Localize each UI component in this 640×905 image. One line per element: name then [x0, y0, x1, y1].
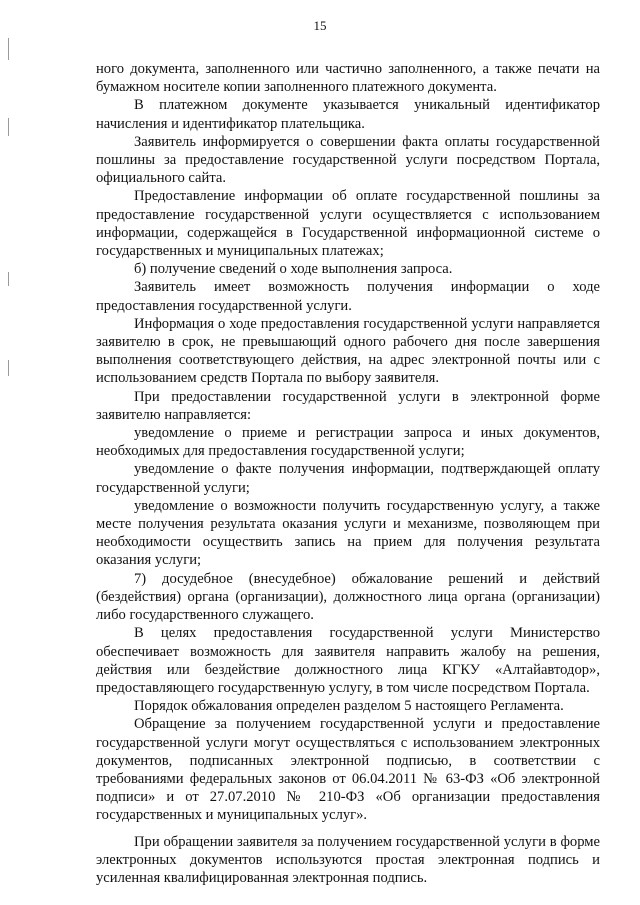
- paragraph: Предоставление информации об оплате государственной пошлины за предоставление государственной услуги осуществляется с использованием информации, содержащейся в Государственной информационной системе о государственных и муниципальных платежах;: [96, 188, 600, 260]
- paragraph: уведомление о приеме и регистрации запроса и иных документов, необходимых для предоставления государственной услуги;: [96, 425, 600, 460]
- paragraph: Заявитель имеет возможность получения информации о ходе предоставления государственной услуги.: [96, 279, 600, 314]
- document-body: [96, 60, 600, 887]
- margin-mark: [8, 272, 9, 286]
- paragraph: Информация о ходе предоставления государственной услуги направляется заявителю в срок, не превышающий одного рабочего дня после завершения выполнения соответствующего действия, на адрес электронной почты или с использованием средств Портала по выбору заявителя.: [96, 315, 600, 387]
- paragraph: Заявитель информируется о совершении факта оплаты государственной пошлины за предоставление государственной услуги посредством Портала, официального сайта.: [96, 133, 600, 187]
- paragraph: 7) досудебное (внесудебное) обжалование решений и действий (бездействия) органа (организации), должностного лица органа (организации) либо государственного служащего.: [96, 570, 600, 624]
- paragraph: уведомление о возможности получить государственную услугу, а также месте получения результата оказания услуги и механизме, позволяющем при необходимости осуществить запись на прием для получения результата оказания услуги;: [96, 497, 600, 569]
- paragraph: ного документа, заполненного или частично заполненного, а также печати на бумажном носителе копии заполненного платежного документа.: [96, 61, 600, 96]
- margin-mark: [8, 360, 9, 376]
- paragraph: Обращение за получением государственной услуги и предоставление государственной услуги могут осуществляться с использованием электронных документов, подписанных электронной подписью, в соответствии с требованиями федеральных законов от 06.04.2011 № 63-ФЗ «Об электронной подписи» и от 27.07.2010 № 210-ФЗ «Об организации предоставления государственных и муниципальных услуг».: [96, 716, 600, 824]
- page-number: 15: [313, 18, 327, 33]
- margin-mark: [8, 38, 9, 60]
- paragraph: Порядок обжалования определен разделом 5 настоящего Регламента.: [134, 698, 564, 715]
- paragraph: В целях предоставления государственной услуги Министерство обеспечивает возможность для заявителя направить жалобу на решения, действия или бездействие должностного лица КГКУ «Алтайавтодор», предоставляющего государственную услугу, в том числе посредством Портала.: [96, 625, 600, 696]
- paragraph: уведомление о факте получения информации, подтверждающей оплату государственной услуги;: [96, 461, 600, 496]
- paragraph: В платежном документе указывается уникальный идентификатор начисления и идентификатор плательщика.: [96, 97, 600, 132]
- margin-mark: [8, 118, 9, 136]
- paragraph: б) получение сведений о ходе выполнения запроса.: [134, 261, 453, 278]
- paragraph: При предоставлении государственной услуги в электронной форме заявителю направляется:: [96, 388, 600, 423]
- paragraph: При обращении заявителя за получением государственной услуги в форме электронных документов используются простая электронная подпись и усиленная квалифицированная электронная подпись.: [96, 833, 600, 886]
